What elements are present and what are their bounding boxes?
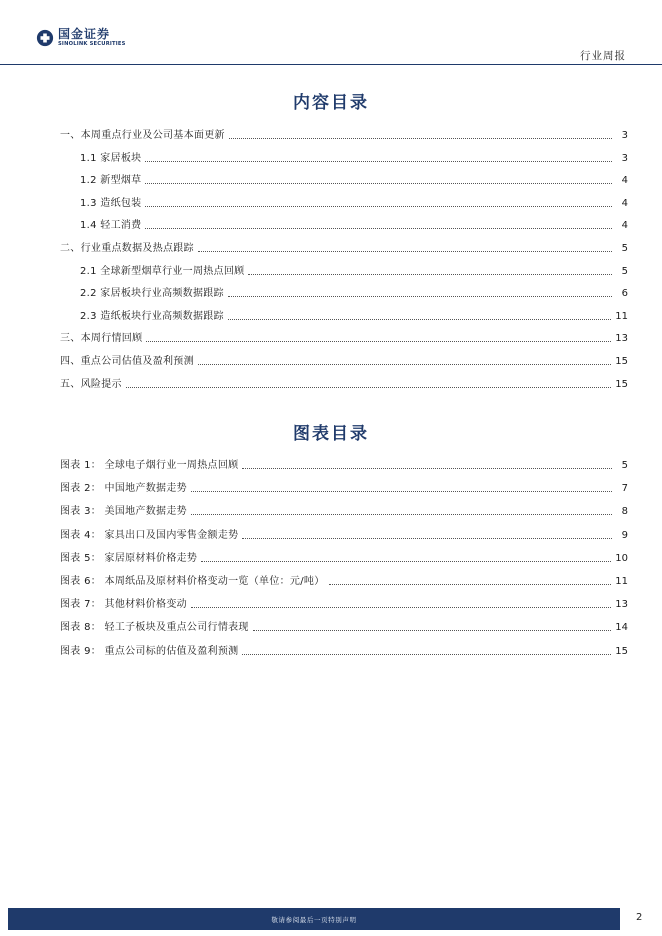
dot-leader	[191, 482, 612, 492]
dot-leader	[228, 310, 611, 320]
toc-entry-label: 一、本周重点行业及公司基本面更新	[60, 130, 225, 141]
dot-leader	[198, 355, 611, 365]
figure-entry-page: 10	[615, 552, 628, 564]
figure-entry-page: 7	[621, 483, 628, 495]
toc-entry-label: 1.4 轻工消费	[80, 220, 142, 232]
toc-entry-label: 四、重点公司估值及盈利预测	[60, 356, 194, 367]
figure-entry-label: 图表 4： 家具出口及国内零售金额走势	[60, 529, 239, 541]
toc-entry-label: 2.1 全球新型烟草行业一周热点回顾	[80, 265, 245, 277]
toc-entry-label: 2.2 家居板块行业高频数据跟踪	[80, 288, 224, 300]
dot-leader	[191, 598, 611, 608]
figure-entry-label: 图表 6： 本周纸品及原材料价格变动一览（单位：元/吨）	[60, 576, 325, 587]
toc-entry[interactable]	[60, 355, 628, 369]
dot-leader	[242, 459, 612, 469]
brand-name-cn: 国金证券	[58, 27, 111, 41]
toc-entry-page: 3	[621, 130, 628, 141]
toc-entry[interactable]	[80, 197, 628, 211]
figure-entry-label: 图表 5： 家居原材料价格走势	[60, 552, 198, 564]
toc-entry-page: 15	[615, 378, 628, 390]
dot-leader	[145, 219, 612, 229]
toc-entry[interactable]	[80, 152, 628, 166]
toc-entry-page: 3	[621, 152, 628, 164]
figure-entry-label: 图表 1： 全球电子烟行业一周热点回顾	[60, 460, 239, 471]
dot-leader	[126, 378, 611, 388]
dot-leader	[242, 645, 611, 655]
figure-entry-label: 图表 8： 轻工子板块及重点公司行情表现	[60, 622, 249, 634]
toc-entry[interactable]	[60, 332, 628, 346]
dot-leader	[228, 287, 612, 297]
dot-leader	[201, 552, 611, 562]
brand-name-en: SINOLINK SECURITIES	[58, 41, 126, 47]
figure-entry-page: 15	[615, 645, 628, 657]
dot-leader	[248, 265, 612, 275]
toc-entry-label: 二、行业重点数据及热点跟踪	[60, 243, 194, 254]
sinolink-logo-icon	[36, 29, 54, 47]
figure-entry-page: 13	[615, 599, 628, 611]
figure-entry-page: 5	[621, 460, 628, 471]
toc-entry-page: 11	[615, 310, 628, 322]
toc-entry[interactable]	[60, 242, 628, 256]
footer-bar	[8, 908, 620, 930]
toc-entry-label: 2.3 造纸板块行业高频数据跟踪	[80, 310, 224, 322]
header-divider	[0, 64, 662, 65]
dot-leader	[329, 575, 612, 585]
figure-entry-label: 图表 9： 重点公司标的估值及盈利预测	[60, 645, 239, 657]
figure-entry[interactable]	[60, 621, 628, 635]
figure-entry[interactable]	[60, 505, 628, 519]
dot-leader	[145, 197, 612, 207]
toc-entry-page: 5	[621, 243, 628, 254]
dot-leader	[191, 505, 612, 515]
dot-leader	[242, 529, 612, 539]
dot-leader	[146, 332, 611, 342]
dot-leader	[198, 242, 612, 252]
figure-entry-page: 8	[621, 506, 628, 518]
brand-logo	[36, 28, 126, 47]
figure-entry-page: 9	[621, 529, 628, 541]
figure-entry-label: 图表 7： 其他材料价格变动	[60, 599, 187, 611]
toc-entry[interactable]	[80, 174, 628, 188]
figure-entry[interactable]	[60, 459, 628, 473]
figure-entry[interactable]	[60, 552, 628, 566]
toc-entry-page: 4	[621, 197, 628, 209]
figure-entry[interactable]	[60, 598, 628, 612]
document-type: 行业周报	[580, 50, 626, 62]
figure-entry[interactable]	[60, 575, 628, 589]
figure-entry-page: 14	[615, 622, 628, 634]
toc-entry-page: 4	[621, 220, 628, 232]
toc-entry[interactable]	[60, 129, 628, 143]
toc-entry-page: 15	[615, 356, 628, 367]
toc-entry-label: 1.3 造纸包装	[80, 197, 142, 209]
toc-entry-label: 五、风险提示	[60, 378, 122, 390]
dot-leader	[253, 621, 612, 631]
toc-entry-label: 1.1 家居板块	[80, 152, 142, 164]
figure-entry-label: 图表 3： 美国地产数据走势	[60, 506, 187, 518]
toc-entry[interactable]	[60, 378, 628, 392]
figure-entry[interactable]	[60, 482, 628, 496]
toc-entry-page: 13	[615, 333, 628, 345]
toc-title: 内容目录	[293, 93, 369, 113]
figure-entry-label: 图表 2： 中国地产数据走势	[60, 483, 187, 495]
page-number: 2	[636, 912, 643, 923]
toc-entry[interactable]	[80, 287, 628, 301]
dot-leader	[145, 174, 612, 184]
footer-disclaimer: 敬请参阅最后一页特别声明	[271, 915, 357, 924]
figures-title: 图表目录	[293, 424, 369, 444]
toc-entry-page: 5	[621, 265, 628, 277]
toc-entry[interactable]	[80, 219, 628, 233]
toc-entry-label: 三、本周行情回顾	[60, 333, 143, 345]
toc-entry-page: 6	[621, 288, 628, 300]
figure-entry-page: 11	[615, 576, 628, 587]
figure-entry[interactable]	[60, 529, 628, 543]
toc-entry-page: 4	[621, 175, 628, 187]
toc-entry-label: 1.2 新型烟草	[80, 175, 142, 187]
dot-leader	[229, 129, 612, 139]
figure-entry[interactable]	[60, 645, 628, 659]
toc-entry[interactable]	[80, 265, 628, 279]
dot-leader	[145, 152, 612, 162]
toc-entry[interactable]	[80, 310, 628, 324]
